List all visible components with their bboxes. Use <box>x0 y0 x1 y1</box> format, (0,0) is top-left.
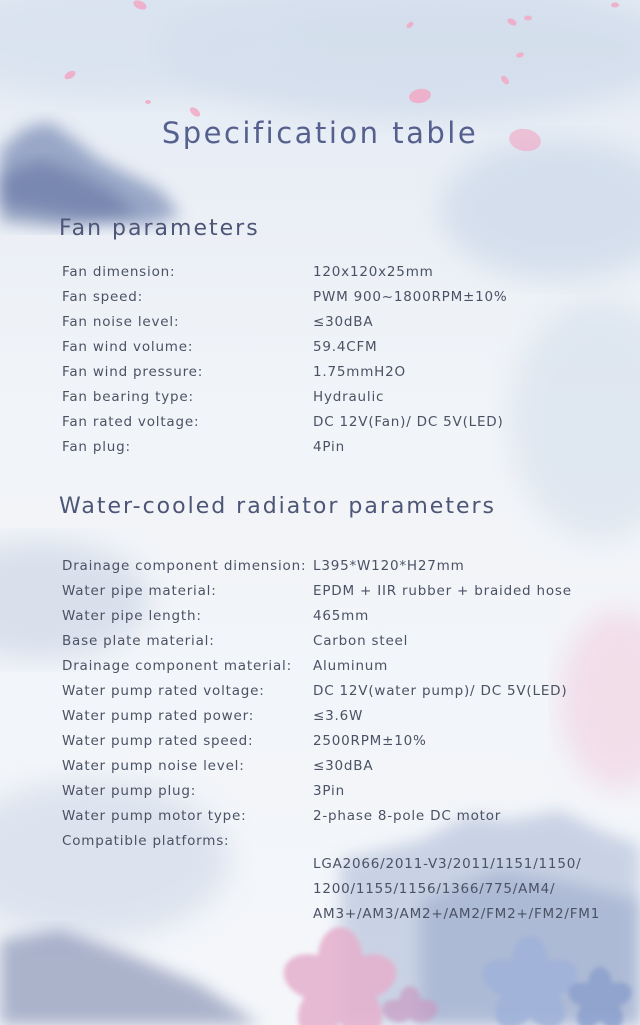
spec-row <box>62 360 622 385</box>
spec-value: Carbon steel <box>313 633 409 649</box>
spec-value: 120x120x25mm <box>313 264 434 280</box>
spec-label: Water pump rated voltage: <box>62 683 265 699</box>
spec-label: Fan noise level: <box>62 314 180 330</box>
spec-value: 2-phase 8-pole DC motor <box>313 808 502 824</box>
spec-row <box>62 260 622 285</box>
spec-label: Fan dimension: <box>62 264 176 280</box>
spec-label: Fan wind pressure: <box>62 364 204 380</box>
spec-row <box>62 410 622 435</box>
radiator-section-heading: Water-cooled radiator parameters <box>59 494 497 519</box>
fan-parameters-list <box>62 260 622 460</box>
spec-label: Water pump rated speed: <box>62 733 254 749</box>
spec-value: Aluminum <box>313 658 389 674</box>
spec-row <box>62 579 622 604</box>
spec-label: Fan rated voltage: <box>62 414 200 430</box>
spec-row <box>62 604 622 629</box>
spec-value: DC 12V(Fan)/ DC 5V(LED) <box>313 414 504 430</box>
radiator-parameters-list <box>62 554 622 854</box>
spec-label: Drainage component dimension: <box>62 558 307 574</box>
spec-row <box>62 385 622 410</box>
platform-line: 1200/1155/1156/1366/775/AM4/ <box>313 881 556 897</box>
spec-label: Drainage component material: <box>62 658 292 674</box>
spec-label: Fan speed: <box>62 289 143 305</box>
spec-value: 59.4CFM <box>313 339 378 355</box>
spec-row <box>62 654 622 679</box>
spec-label: Fan plug: <box>62 439 131 455</box>
platform-line: LGA2066/2011-V3/2011/1151/1150/ <box>313 856 582 872</box>
spec-value: EPDM + IIR rubber + braided hose <box>313 583 572 599</box>
spec-value: ≤3.6W <box>313 708 364 724</box>
spec-row <box>62 804 622 829</box>
spec-value: PWM 900~1800RPM±10% <box>313 289 508 305</box>
spec-row <box>62 335 622 360</box>
spec-value: Hydraulic <box>313 389 385 405</box>
spec-value: ≤30dBA <box>313 314 374 330</box>
spec-label: Water pump rated power: <box>62 708 255 724</box>
spec-value: L395*W120*H27mm <box>313 558 465 574</box>
page-title: Specification table <box>161 116 479 150</box>
spec-label: Water pump noise level: <box>62 758 245 774</box>
spec-value: 4Pin <box>313 439 345 455</box>
spec-row <box>62 310 622 335</box>
spec-row <box>62 729 622 754</box>
spec-value: 3Pin <box>313 783 345 799</box>
spec-row <box>62 554 622 579</box>
platform-line: AM3+/AM3/AM2+/AM2/FM2+/FM2/FM1 <box>313 906 601 922</box>
spec-label: Fan bearing type: <box>62 389 194 405</box>
spec-value: 1.75mmH2O <box>313 364 406 380</box>
spec-row <box>62 754 622 779</box>
fan-section-heading: Fan parameters <box>59 216 260 241</box>
spec-row <box>62 704 622 729</box>
spec-label: Water pump motor type: <box>62 808 247 824</box>
spec-row <box>62 285 622 310</box>
spec-row <box>62 435 622 460</box>
spec-label: Water pipe material: <box>62 583 217 599</box>
spec-value: 2500RPM±10% <box>313 733 427 749</box>
spec-row <box>62 829 622 854</box>
spec-value: 465mm <box>313 608 370 624</box>
compatible-platforms-list <box>313 852 633 927</box>
spec-value: ≤30dBA <box>313 758 374 774</box>
spec-label: Compatible platforms: <box>62 833 230 849</box>
spec-label: Base plate material: <box>62 633 215 649</box>
spec-row <box>62 629 622 654</box>
spec-value: DC 12V(water pump)/ DC 5V(LED) <box>313 683 568 699</box>
spec-row <box>62 779 622 804</box>
spec-row <box>62 679 622 704</box>
spec-label: Water pump plug: <box>62 783 197 799</box>
spec-label: Water pipe length: <box>62 608 202 624</box>
spec-label: Fan wind volume: <box>62 339 194 355</box>
